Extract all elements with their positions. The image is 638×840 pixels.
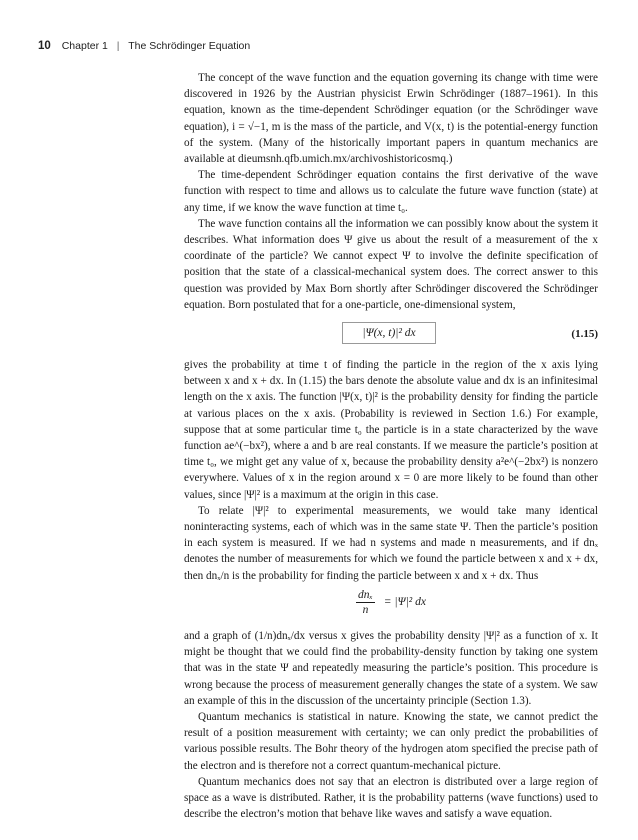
fraction-denominator: n: [362, 603, 369, 616]
paragraph-1: The concept of the wave function and the equation governing its change with time were discovered in 1926 by the Austrian physicist Erwin Schrödinger (1887–1961). In this equation, known as the time-dependent Schrödinger equation (or the Schrödinger wave equation), i = √−1, m is the mass of the particle, and V(x, t) is the potential-energy function of the system. (Many of the historically important papers in quantum mechanics are available at dieumsnh.qfb.umich.mx/archivoshistoricosmq.): [184, 72, 598, 166]
equation-1-15-number: (1.15): [571, 328, 598, 341]
paragraph-6: and a graph of (1/n)dnₓ/dx versus x gives the probability density |Ψ|² as a function of x. It might be thought that we could find the probability-density function by taking one system that was in the state Ψ and repeatedly measuring the particle’s position. This procedure is wrong because the process of measurement generally changes the state of a system. We saw an example of this in the discussion of the uncertainty principle (Section 1.3).: [184, 629, 598, 707]
running-head: [38, 40, 250, 52]
paragraph-2: The time-dependent Schrödinger equation contains the first derivative of the wave function with respect to time and allows us to calculate the future wave function (state) at any time, if we know the wave function at time t₀.: [184, 169, 598, 214]
chapter-label: Chapter 1: [61, 40, 108, 52]
fraction-rhs: = |Ψ|² dx: [383, 596, 426, 609]
fraction-numerator: dnₓ: [358, 588, 373, 601]
equation-1-15-box: |Ψ(x, t)|² dx: [342, 322, 436, 344]
equation-1-15: [184, 320, 598, 350]
paragraph-7: Quantum mechanics is statistical in nature. Knowing the state, we cannot predict the result of a position measurement with certainty; we can only predict the probabilities of various possible results. The Bohr theory of the hydrogen atom specified the precise path of the electron and is therefore not a correct quantum-mechanical picture.: [184, 710, 598, 772]
paragraph-3: The wave function contains all the information we can possibly know about the system it describes. What information does Ψ give us about the result of a measurement of the x coordinate of the particle? We cannot expect Ψ to involve the definite specification of position that the state of a classical-mechanical system does. The correct answer to this question was provided by Max Born shortly after Schrödinger discovered the Schrödinger equation. Born postulated that for a one-particle, one-dimensional system,: [184, 217, 598, 311]
page-number: 10: [38, 40, 51, 52]
fraction: [356, 588, 375, 617]
running-head-separator: |: [116, 40, 120, 52]
body-text: [184, 70, 598, 822]
paragraph-8: Quantum mechanics does not say that an electron is distributed over a large region of space as a wave is distributed. Rather, it is the probability patterns (wave functions) used to describe the electron’s motion that behave like waves and satisfy a wave equation.: [184, 775, 598, 821]
paragraph-5: To relate |Ψ|² to experimental measurements, we would take many identical noninteracting systems, each of which was in the same state Ψ. Then the particle’s position in each system is measured. If we had n systems and made n measurements, and if dnₓ denotes the number of measurements for which we found the particle between x and x + dx, then dnₓ/n is the probability for finding the particle between x and x + dx. Thus: [184, 504, 598, 582]
probability-fraction-equation: [184, 588, 598, 622]
paragraph-4: gives the probability at time t of finding the particle in the region of the x axis lying between x and x + dx. In (1.15) the bars denote the absolute value and dx is an infinitesimal length on the x axis. The function |Ψ(x, t)|² is the probability density for finding the particle at various places on the x axis. (Probability is reviewed in Section 1.6.) For example, suppose that at some particular time t₀ the particle is in a state characterized by the wave function ae^(−bx²), where a and b are real constants. If we measure the particle’s position at time t₀, we might get any value of x, because the probability density a²e^(−2bx²) is nonzero everywhere. Values of x in the region around x = 0 are more likely to be found than other values, since |Ψ|² is a maximum at the origin in this case.: [184, 359, 598, 501]
chapter-title: The Schrödinger Equation: [128, 40, 251, 52]
